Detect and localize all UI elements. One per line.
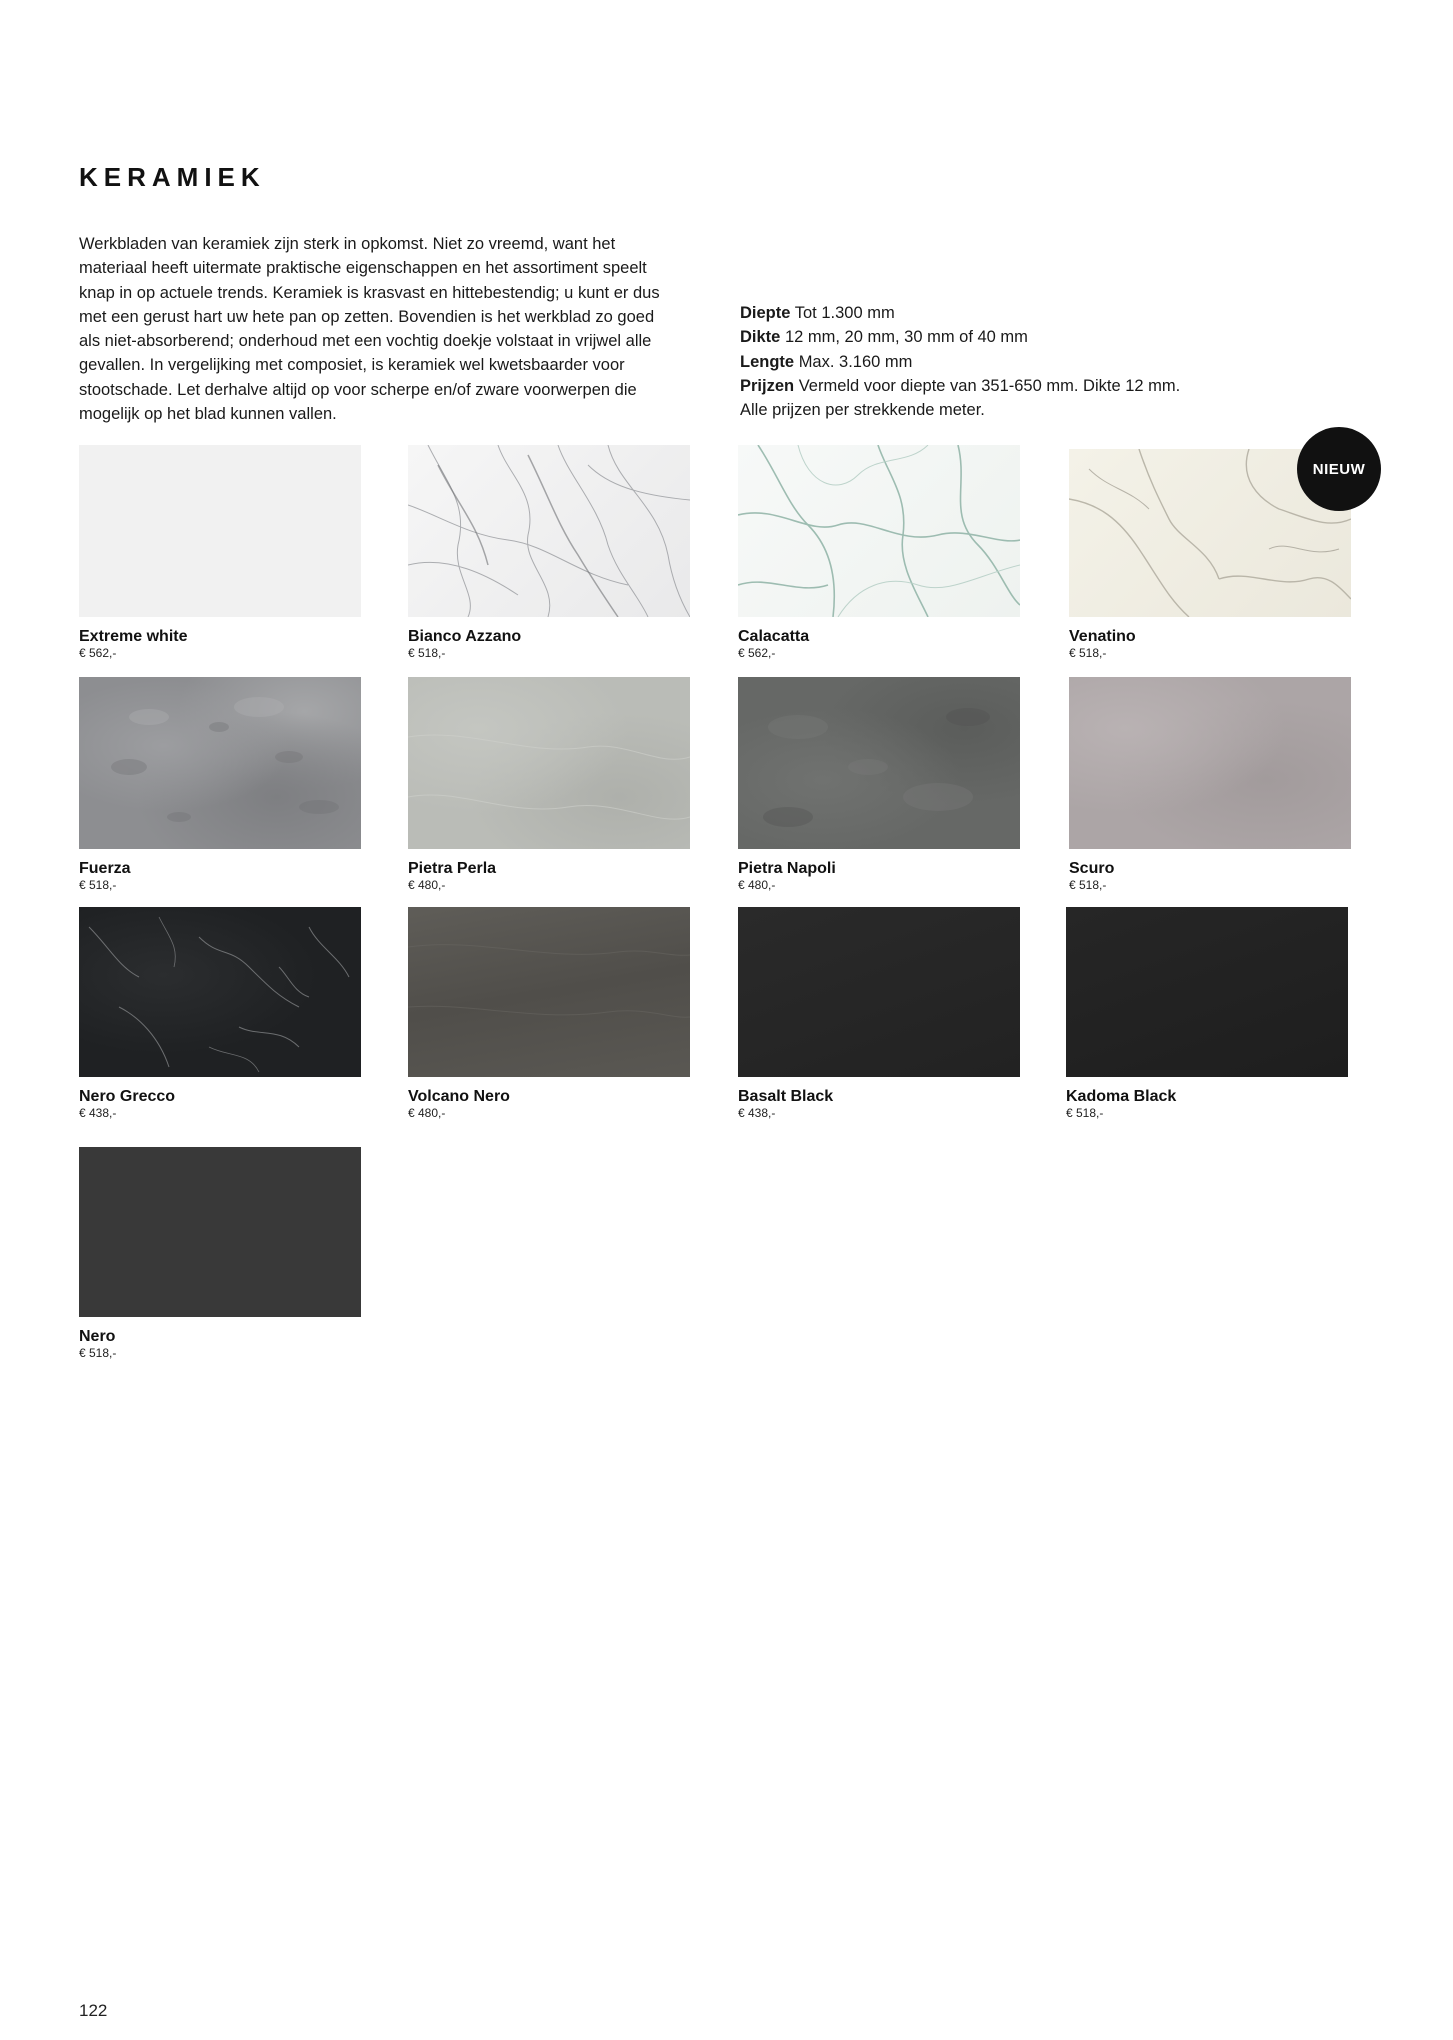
swatch-name: Nero Grecco: [79, 1088, 176, 1105]
swatch-image-bianco-azzano: [408, 445, 690, 617]
swatch-price: € 518,-: [408, 646, 446, 660]
page-number: 122: [79, 2001, 108, 2020]
swatch-scuro: [1069, 677, 1351, 893]
swatch-pietra-perla: [408, 677, 690, 893]
swatch-name: Kadoma Black: [1066, 1088, 1177, 1105]
specifications: [740, 301, 1300, 422]
swatch-name: Bianco Azzano: [408, 628, 522, 645]
spec-thickness: [740, 325, 1300, 349]
swatch-name: Nero: [79, 1328, 116, 1345]
swatch-volcano-nero: [408, 907, 690, 1121]
swatch-price: € 562,-: [79, 646, 117, 660]
swatch-image-fuerza: [79, 677, 361, 849]
swatch-calacatta: [738, 445, 1020, 661]
spec-prices-note: Alle prijzen per strekkende meter.: [740, 401, 985, 420]
swatch-fuerza: [79, 677, 361, 893]
swatch-name: Scuro: [1069, 860, 1115, 877]
swatch-image-volcano-nero: [408, 907, 690, 1077]
spec-depth-label: Diepte: [740, 304, 791, 322]
swatch-price: € 480,-: [738, 878, 776, 892]
swatch-name: Fuerza: [79, 860, 131, 877]
swatch-name: Calacatta: [738, 628, 810, 645]
intro-paragraph: Werkbladen van keramiek zijn sterk in opkomst. Niet zo vreemd, want het materiaal heeft uitermate praktische eigenschappen en het assortiment speelt knap in op actuele trends. Keramiek is krasvast en hittebestendig; u kunt er dus met een gerust hart uw hete pan op zetten. Bovendien is het werkblad zo goed als niet-absorberend; onderhoud met een vochtig doekje volstaat in vrijwel alle gevallen. In vergelijking met composiet, is keramiek wel kwetsbaarder voor stootschade. Let derhalve altijd op voor scherpe en/of zware voorwerpen die mogelijk op het blad kunnen vallen.: [79, 235, 660, 424]
swatch-price: € 518,-: [1069, 646, 1107, 660]
swatch-image-basalt-black: [738, 907, 1020, 1077]
swatch-image-scuro: [1069, 677, 1351, 849]
spec-length-value: Max. 3.160 mm: [798, 352, 913, 371]
spec-prices-value: Vermeld voor diepte van 351-650 mm. Dikte 12 mm.: [798, 376, 1181, 395]
spec-depth: [740, 301, 1300, 325]
spec-length: [740, 350, 1300, 374]
swatch-price: € 518,-: [1069, 878, 1107, 892]
page-title: KERAMIEK: [79, 162, 266, 192]
swatch-price: € 480,-: [408, 878, 446, 892]
swatch-price: € 562,-: [738, 646, 776, 660]
swatch-image-pietra-perla: [408, 677, 690, 849]
swatch-price: € 438,-: [79, 1106, 117, 1120]
swatch-image-pietra-napoli: [738, 677, 1020, 849]
swatch-name: Extreme white: [79, 628, 188, 645]
swatch-pietra-napoli: [738, 677, 1020, 893]
swatch-basalt-black: [738, 907, 1020, 1121]
spec-thickness-label: Dikte: [740, 328, 781, 347]
spec-prices: [740, 374, 1300, 398]
swatch-bianco-azzano: [408, 445, 690, 661]
swatch-name: Volcano Nero: [408, 1088, 510, 1105]
swatch-price: € 518,-: [79, 1346, 117, 1360]
swatch-image-nero: [79, 1147, 361, 1317]
spec-depth-value: Tot 1.300 mm: [794, 304, 895, 322]
swatch-image-calacatta: [738, 445, 1020, 617]
swatch-extreme-white: [79, 445, 361, 661]
swatch-name: Venatino: [1069, 628, 1136, 645]
swatch-image-extreme-white: [79, 445, 361, 617]
swatch-kadoma-black: [1066, 907, 1348, 1121]
spec-length-label: Lengte: [740, 352, 795, 371]
new-badge: NIEUW: [1297, 427, 1381, 511]
swatch-price: € 518,-: [1066, 1106, 1104, 1120]
swatch-name: Basalt Black: [738, 1088, 834, 1105]
swatch-price: € 518,-: [79, 878, 117, 892]
swatch-nero-grecco: [79, 907, 361, 1121]
swatch-name: Pietra Perla: [408, 860, 497, 877]
swatch-nero: [79, 1147, 361, 1361]
spec-thickness-value: 12 mm, 20 mm, 30 mm of 40 mm: [784, 328, 1028, 347]
swatch-image-nero-grecco: [79, 907, 361, 1077]
swatch-image-kadoma-black: [1066, 907, 1348, 1077]
spec-prices-label: Prijzen: [740, 376, 795, 395]
swatch-price: € 438,-: [738, 1106, 776, 1120]
swatch-price: € 480,-: [408, 1106, 446, 1120]
swatch-name: Pietra Napoli: [738, 860, 836, 877]
